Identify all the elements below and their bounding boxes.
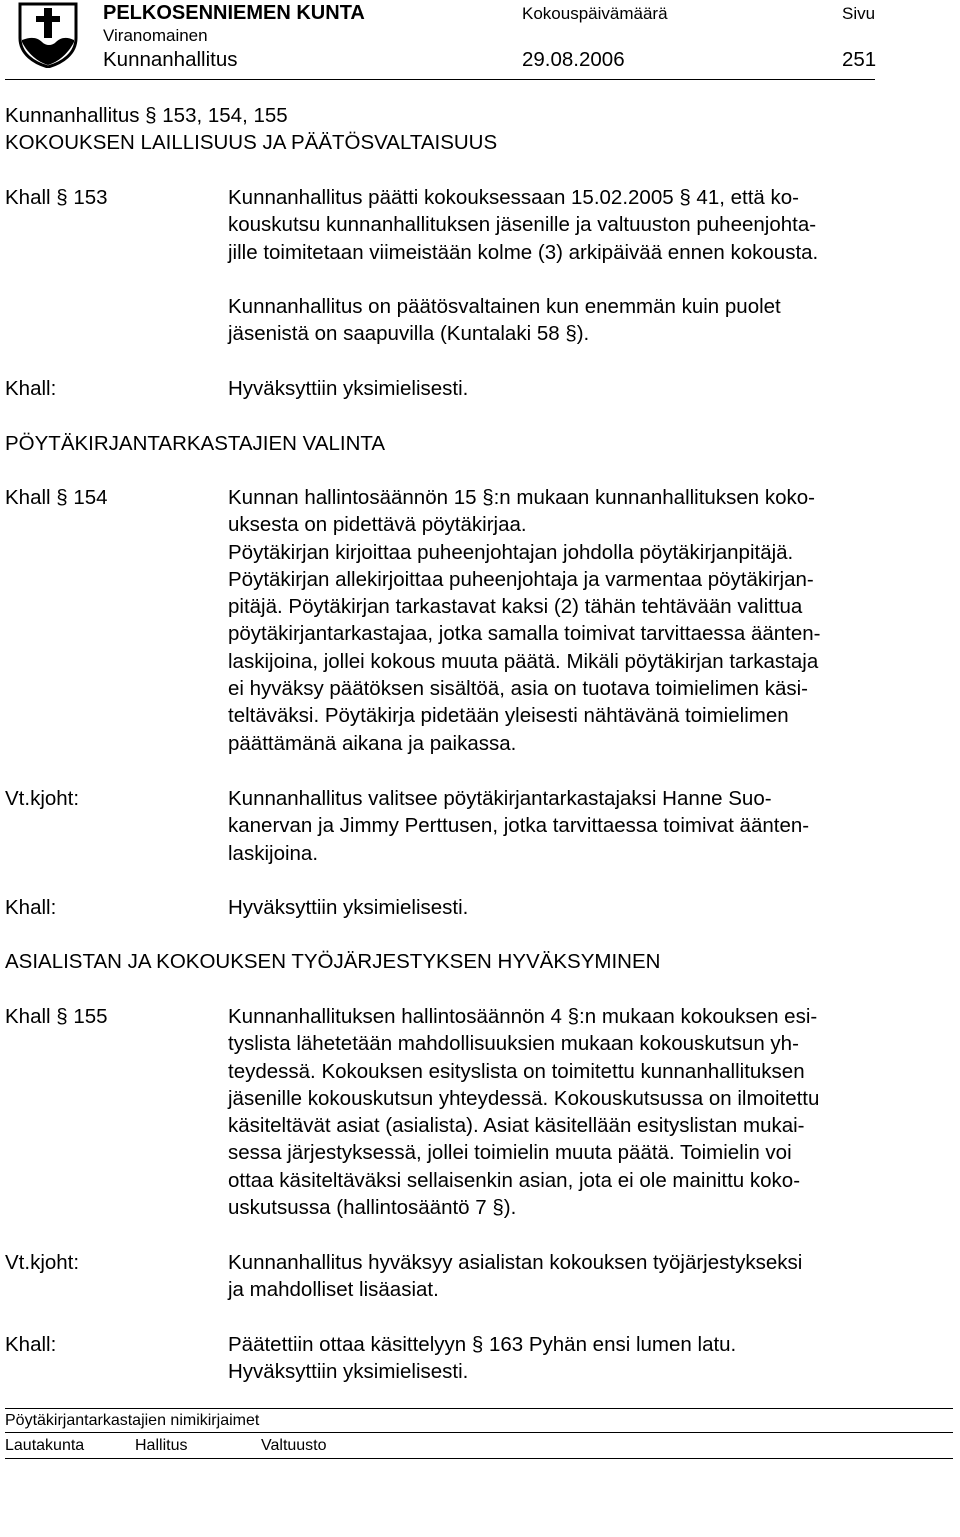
text-line: Kunnanhallitus hyväksyy asialistan kokouksen työjärjestykseksi (228, 1251, 803, 1274)
sub-organization: Viranomainen (103, 26, 208, 45)
section-154-proposal (228, 785, 928, 867)
text-line: Kunnanhallitus päätti kokouksessaan 15.02.2005 § 41, että ko- (228, 186, 799, 209)
organization-name: PELKOSENNIEMEN KUNTA (103, 2, 365, 24)
footer-column-lautakunta: Lautakunta (5, 1437, 85, 1454)
meeting-body: Kunnanhallitus (103, 48, 238, 71)
section-title-minutes-checkers: PÖYTÄKIRJANTARKASTAJIEN VALINTA (5, 432, 386, 455)
footer-column-valtuusto: Valtuusto (261, 1437, 327, 1454)
date-label: Kokouspäivämäärä (522, 4, 668, 23)
text-line: Pöytäkirjan allekirjoittaa puheenjohtaja ja varmentaa pöytäkirjan- (228, 567, 814, 591)
section-title-legality: KOKOUKSEN LAILLISUUS JA PÄÄTÖSVALTAISUUS (5, 131, 498, 154)
decision-label: Khall: (5, 1333, 57, 1356)
decision-text: Hyväksyttiin yksimielisesti. (228, 896, 469, 919)
text-line: pöytäkirjantarkastajaa, jotka samalla toimivat tarvittaessa äänten- (228, 622, 821, 646)
text-line: uskutsussa (hallintosääntö 7 §). (228, 1196, 517, 1220)
section-references: Kunnanhallitus § 153, 154, 155 (5, 104, 288, 127)
text-line: ottaa käsiteltäväksi sellaisenkin asian, jota ei ole mainittu koko- (228, 1168, 801, 1192)
section-title-agenda: ASIALISTAN JA KOKOUKSEN TYÖJÄRJESTYKSEN HYVÄKSYMINEN (5, 950, 661, 973)
text-line: Kunnanhallitus on päätösvaltainen kun enemmän kuin puolet (228, 295, 781, 318)
proposal-label: Vt.kjoht: (5, 787, 80, 810)
proposal-label: Vt.kjoht: (5, 1251, 80, 1274)
section-154-text (228, 484, 928, 757)
text-line: laskijoina, jollei kokous muuta päätä. Mikäli pöytäkirjan tarkastaja (228, 649, 819, 673)
text-line: kanervan ja Jimmy Perttusen, jotka tarvittaessa toimivat äänten- (228, 814, 810, 838)
text-line: Pöytäkirjan kirjoittaa puheenjohtajan johdolla pöytäkirjanpitäjä. (228, 540, 794, 564)
footer-title: Pöytäkirjantarkastajien nimikirjaimet (5, 1412, 260, 1429)
text-line: Kunnanhallituksen hallintosäännön 4 §:n mukaan kokouksen esi- (228, 1005, 818, 1028)
text-line: jille toimitetaan viimeistään kolme (3) arkipäivää ennen kokousta. (228, 240, 819, 264)
decision-text: Hyväksyttiin yksimielisesti. (228, 377, 469, 400)
section-155-decision (228, 1331, 928, 1386)
text-line: ja mahdolliset lisäasiat. (228, 1278, 439, 1302)
text-line: jäsenistä on saapuvilla (Kuntalaki 58 §). (228, 322, 590, 346)
section-label-154: Khall § 154 (5, 486, 108, 509)
section-label-155: Khall § 155 (5, 1005, 108, 1028)
section-label-153: Khall § 153 (5, 186, 108, 209)
text-line: Hyväksyttiin yksimielisesti. (228, 1360, 469, 1384)
footer-column-hallitus: Hallitus (135, 1437, 188, 1454)
text-line: teltäväksi. Pöytäkirja pidetään yleisesti nähtävänä toimielimen (228, 704, 789, 728)
text-line: sessa järjestyksessä, jollei toimielin muuta päätä. Toimielin voi (228, 1141, 792, 1165)
page-number: 251 (842, 48, 877, 71)
text-line: laskijoina. (228, 841, 319, 865)
text-line: uksesta on pidettävä pöytäkirjaa. (228, 513, 527, 537)
header-divider (5, 79, 875, 80)
meeting-date: 29.08.2006 (522, 48, 625, 71)
text-line: käsiteltävät asiat (asialista). Asiat käsitellään esityslistan mukai- (228, 1114, 805, 1138)
text-line: pitäjä. Pöytäkirjan tarkastavat kaksi (2) tähän tehtävään valittua (228, 595, 803, 619)
text-line: Päätettiin ottaa käsittelyyn § 163 Pyhän ensi lumen latu. (228, 1333, 737, 1356)
text-line: päättämänä aikana ja paikassa. (228, 731, 517, 755)
decision-label: Khall: (5, 896, 57, 919)
page-label: Sivu (842, 4, 876, 23)
footer-signature-box (5, 1458, 953, 1534)
section-153-quorum-text (228, 293, 928, 348)
footer-title-divider (5, 1432, 953, 1433)
footer-divider (5, 1408, 953, 1409)
text-line: tyslista lähetetään mahdollisuuksien mukaan kokouskutsun yh- (228, 1032, 799, 1056)
text-line: teydessä. Kokouksen esityslista on toimitettu kunnanhallituksen (228, 1059, 805, 1083)
section-155-text (228, 1003, 928, 1221)
text-line: ei hyväksy päätöksen sisältöä, asia on tuotava toimielimen käsi- (228, 677, 808, 701)
section-155-proposal (228, 1249, 928, 1304)
text-line: Kunnan hallintosäännön 15 §:n mukaan kunnanhallituksen koko- (228, 486, 815, 509)
text-line: Kunnanhallitus valitsee pöytäkirjantarkastajaksi Hanne Suo- (228, 787, 772, 810)
text-line: jäsenille kokouskutsun yhteydessä. Kokouskutsussa on ilmoitettu (228, 1086, 820, 1110)
municipal-coat-of-arms-icon (16, 2, 80, 68)
text-line: kouskutsu kunnanhallituksen jäsenille ja valtuuston puheenjohta- (228, 213, 817, 237)
section-153-text (228, 184, 928, 266)
decision-label: Khall: (5, 377, 57, 400)
